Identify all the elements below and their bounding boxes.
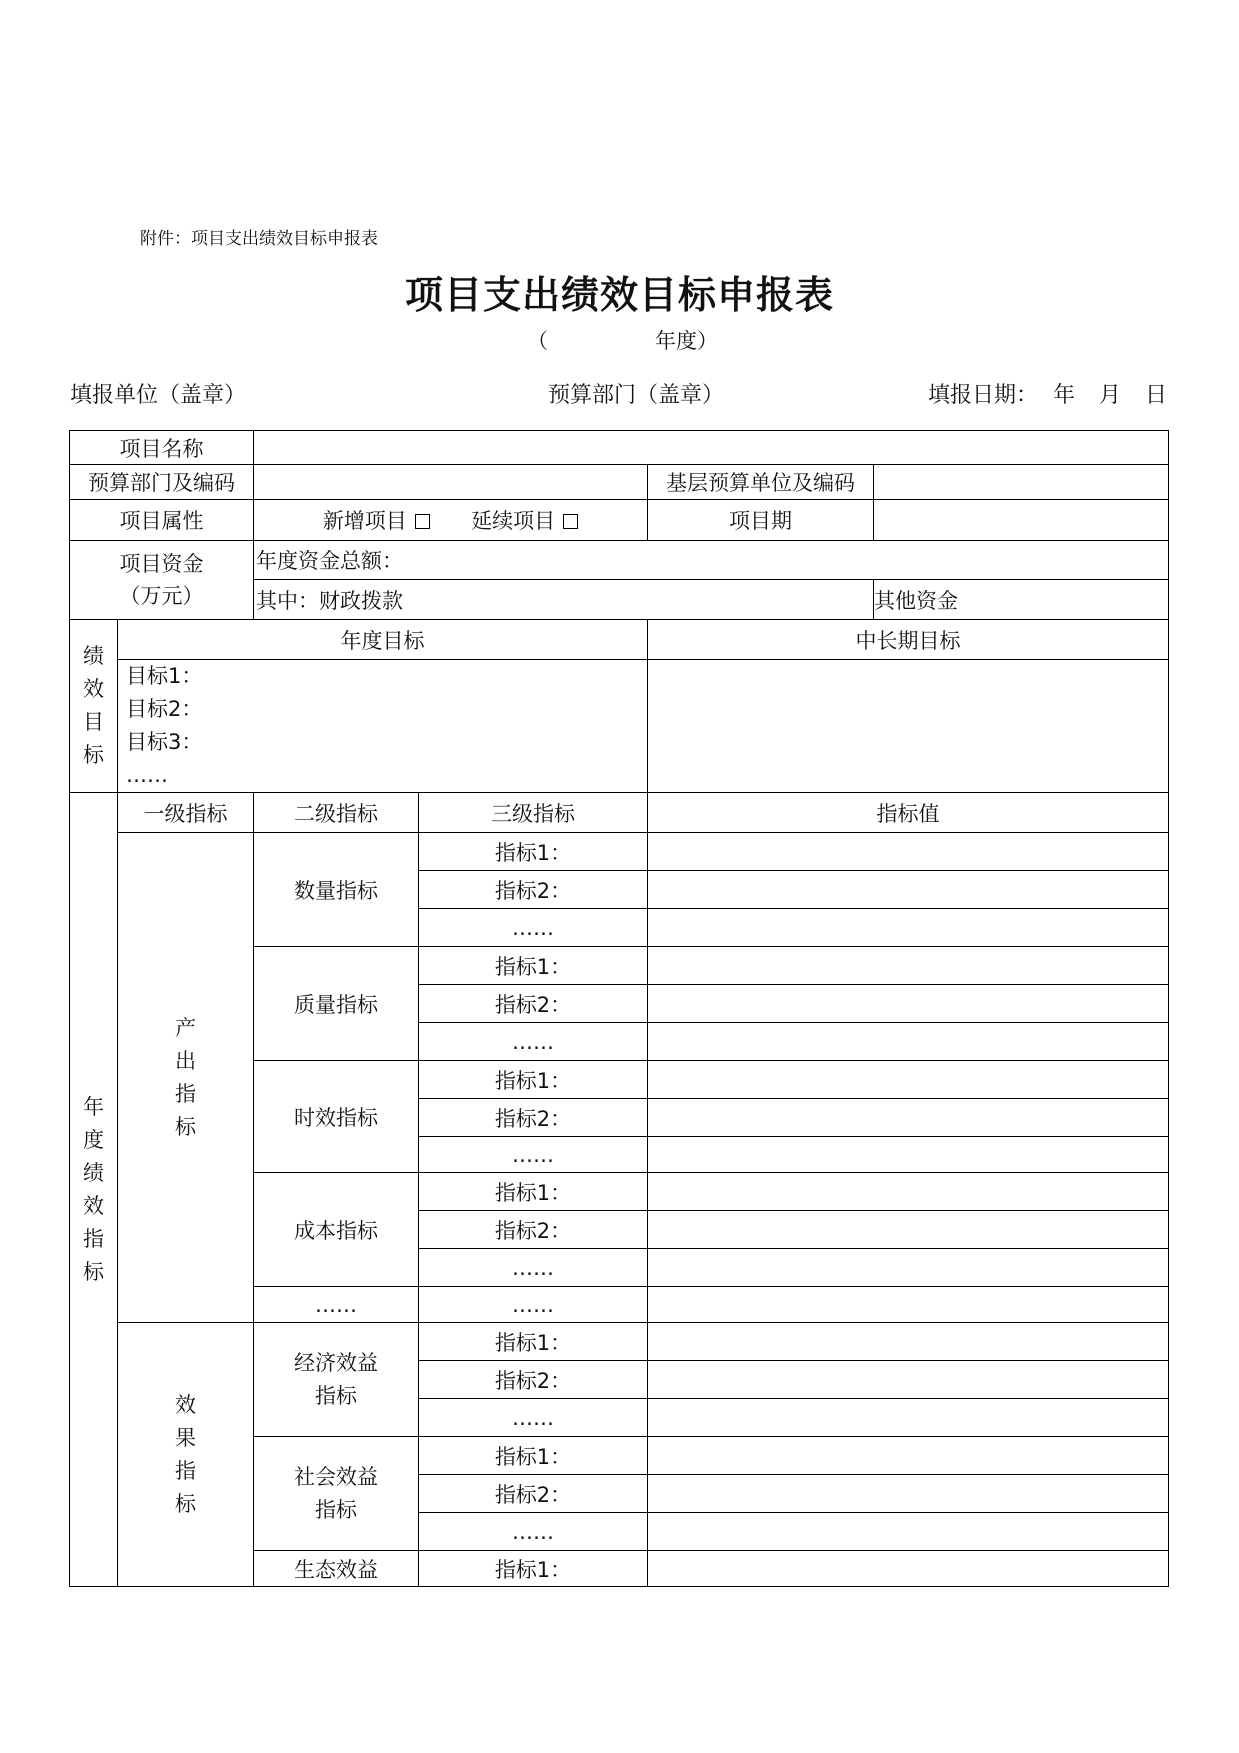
indicator-more-label: …… bbox=[419, 1287, 648, 1323]
indicator-more-label: …… bbox=[419, 1023, 648, 1061]
indicator-value-field[interactable] bbox=[648, 871, 1169, 909]
indicator-more-label: …… bbox=[419, 1137, 648, 1173]
value-header: 指标值 bbox=[648, 793, 1169, 833]
indicator-value-field[interactable] bbox=[648, 1099, 1169, 1137]
indicator-2-label: 指标2： bbox=[419, 871, 648, 909]
longterm-goal-field[interactable] bbox=[648, 660, 1169, 793]
indicator-value-field[interactable] bbox=[648, 947, 1169, 985]
indicators-side-char: 效 bbox=[83, 1193, 104, 1218]
quantity-indicator-label: 数量指标 bbox=[254, 833, 419, 947]
indicator-value-field[interactable] bbox=[648, 1249, 1169, 1287]
effect-char: 效 bbox=[175, 1392, 196, 1417]
indicator-value-field[interactable] bbox=[648, 1287, 1169, 1323]
indicator-more-label: …… bbox=[419, 909, 648, 947]
indicator-value-field[interactable] bbox=[648, 985, 1169, 1023]
indicator-value-field[interactable] bbox=[648, 833, 1169, 871]
goals-side-char: 标 bbox=[83, 743, 104, 767]
level2-header: 二级指标 bbox=[254, 793, 419, 833]
effect-indicator-label bbox=[118, 1323, 254, 1587]
new-project-checkbox[interactable] bbox=[415, 514, 430, 529]
other-funds-field[interactable]: 其他资金 bbox=[874, 580, 1169, 620]
level2-more-label: …… bbox=[254, 1287, 419, 1323]
indicator-value-field[interactable] bbox=[648, 1513, 1169, 1551]
indicator-more-label: …… bbox=[419, 1399, 648, 1437]
new-project-label: 新增项目 bbox=[322, 509, 407, 533]
date-day-label: 日 bbox=[1145, 383, 1168, 408]
indicator-value-field[interactable] bbox=[648, 1361, 1169, 1399]
project-funds-label bbox=[70, 541, 254, 620]
output-char: 出 bbox=[175, 1048, 196, 1073]
indicators-side-char: 度 bbox=[83, 1127, 104, 1152]
indicator-value-field[interactable] bbox=[648, 1211, 1169, 1249]
annual-total-field[interactable]: 年度资金总额： bbox=[254, 541, 1169, 580]
fiscal-allocation-field[interactable]: 其中：财政拨款 bbox=[254, 580, 874, 620]
performance-form-table bbox=[69, 430, 1169, 1587]
fill-unit-label: 填报单位（盖章） bbox=[70, 383, 247, 408]
budget-dept-code-label: 预算部门及编码 bbox=[70, 465, 254, 500]
goal-item: …… bbox=[126, 763, 168, 787]
year-label: 年度） bbox=[655, 329, 718, 353]
goal-item: 目标2： bbox=[126, 697, 203, 721]
indicator-1-label: 指标1： bbox=[419, 833, 648, 871]
indicator-2-label: 指标2： bbox=[419, 1475, 648, 1513]
date-year-label: 年 bbox=[1053, 383, 1076, 408]
project-attr-options bbox=[254, 500, 648, 541]
social-label-line1: 社会效益 bbox=[294, 1464, 378, 1489]
base-unit-code-field[interactable] bbox=[874, 465, 1169, 500]
budget-dept-label: 预算部门（盖章） bbox=[548, 383, 725, 408]
indicator-value-field[interactable] bbox=[648, 1137, 1169, 1173]
indicator-value-field[interactable] bbox=[648, 1475, 1169, 1513]
indicator-value-field[interactable] bbox=[648, 1023, 1169, 1061]
indicator-1-label: 指标1： bbox=[419, 1323, 648, 1361]
goals-side-char: 目 bbox=[83, 710, 104, 734]
economic-indicator-label bbox=[254, 1323, 419, 1437]
indicator-1-label: 指标1： bbox=[419, 1061, 648, 1099]
indicator-2-label: 指标2： bbox=[419, 1211, 648, 1249]
effect-char: 果 bbox=[175, 1425, 196, 1450]
date-month-label: 月 bbox=[1099, 383, 1122, 408]
continued-project-checkbox[interactable] bbox=[563, 514, 578, 529]
indicators-side-label bbox=[70, 793, 118, 1587]
indicator-value-field[interactable] bbox=[648, 1437, 1169, 1475]
annual-goal-field[interactable] bbox=[118, 660, 648, 793]
indicator-2-label: 指标2： bbox=[419, 1361, 648, 1399]
longterm-goal-header: 中长期目标 bbox=[648, 620, 1169, 660]
effect-char: 标 bbox=[175, 1491, 196, 1516]
continued-project-label: 延续项目 bbox=[471, 509, 556, 533]
attachment-label: 附件：项目支出绩效目标申报表 bbox=[140, 229, 378, 249]
output-char: 产 bbox=[175, 1015, 196, 1040]
indicators-side-char: 指 bbox=[83, 1226, 104, 1251]
base-unit-code-label: 基层预算单位及编码 bbox=[648, 465, 874, 500]
indicator-value-field[interactable] bbox=[648, 1323, 1169, 1361]
output-char: 指 bbox=[175, 1081, 196, 1106]
indicator-1-label: 指标1： bbox=[419, 947, 648, 985]
economic-label-line2: 指标 bbox=[315, 1383, 357, 1408]
quality-indicator-label: 质量指标 bbox=[254, 947, 419, 1061]
indicators-side-char: 年 bbox=[83, 1094, 104, 1119]
page-title: 项目支出绩效目标申报表 bbox=[404, 273, 834, 317]
goal-item: 目标3： bbox=[126, 730, 203, 754]
project-funds-label-line2: （万元） bbox=[119, 584, 204, 608]
annual-goal-header: 年度目标 bbox=[118, 620, 648, 660]
indicator-value-field[interactable] bbox=[648, 1173, 1169, 1211]
social-label-line2: 指标 bbox=[315, 1497, 357, 1522]
economic-label-line1: 经济效益 bbox=[294, 1350, 378, 1375]
fill-date-label: 填报日期： bbox=[928, 383, 1039, 408]
indicator-value-field[interactable] bbox=[648, 1551, 1169, 1587]
indicator-more-label: …… bbox=[419, 1249, 648, 1287]
indicator-1-label: 指标1： bbox=[419, 1173, 648, 1211]
goals-side-label bbox=[70, 620, 118, 793]
indicator-2-label: 指标2： bbox=[419, 985, 648, 1023]
project-attr-label: 项目属性 bbox=[70, 500, 254, 541]
level3-header: 三级指标 bbox=[419, 793, 648, 833]
output-char: 标 bbox=[175, 1114, 196, 1139]
ecological-indicator-label: 生态效益 bbox=[254, 1551, 419, 1587]
indicator-1-label: 指标1： bbox=[419, 1551, 648, 1587]
indicator-more-label: …… bbox=[419, 1513, 648, 1551]
goal-item: 目标1： bbox=[126, 664, 203, 688]
level1-header: 一级指标 bbox=[118, 793, 254, 833]
indicator-1-label: 指标1： bbox=[419, 1437, 648, 1475]
project-period-field[interactable] bbox=[874, 500, 1169, 541]
output-indicator-label bbox=[118, 833, 254, 1323]
goals-side-char: 绩 bbox=[83, 644, 104, 668]
budget-dept-code-field[interactable] bbox=[254, 465, 648, 500]
indicators-side-char: 标 bbox=[83, 1259, 104, 1284]
year-open-paren: （ bbox=[527, 329, 548, 353]
effect-char: 指 bbox=[175, 1458, 196, 1483]
goals-side-char: 效 bbox=[83, 677, 104, 701]
indicators-side-char: 绩 bbox=[83, 1160, 104, 1185]
cost-indicator-label: 成本指标 bbox=[254, 1173, 419, 1287]
timeliness-indicator-label: 时效指标 bbox=[254, 1061, 419, 1173]
indicator-2-label: 指标2： bbox=[419, 1099, 648, 1137]
indicator-value-field[interactable] bbox=[648, 1399, 1169, 1437]
project-name-label: 项目名称 bbox=[70, 431, 254, 465]
social-indicator-label bbox=[254, 1437, 419, 1551]
project-funds-label-line1: 项目资金 bbox=[119, 552, 204, 576]
indicator-value-field[interactable] bbox=[648, 909, 1169, 947]
indicator-value-field[interactable] bbox=[648, 1061, 1169, 1099]
project-period-label: 项目期 bbox=[648, 500, 874, 541]
project-name-field[interactable] bbox=[254, 431, 1169, 465]
